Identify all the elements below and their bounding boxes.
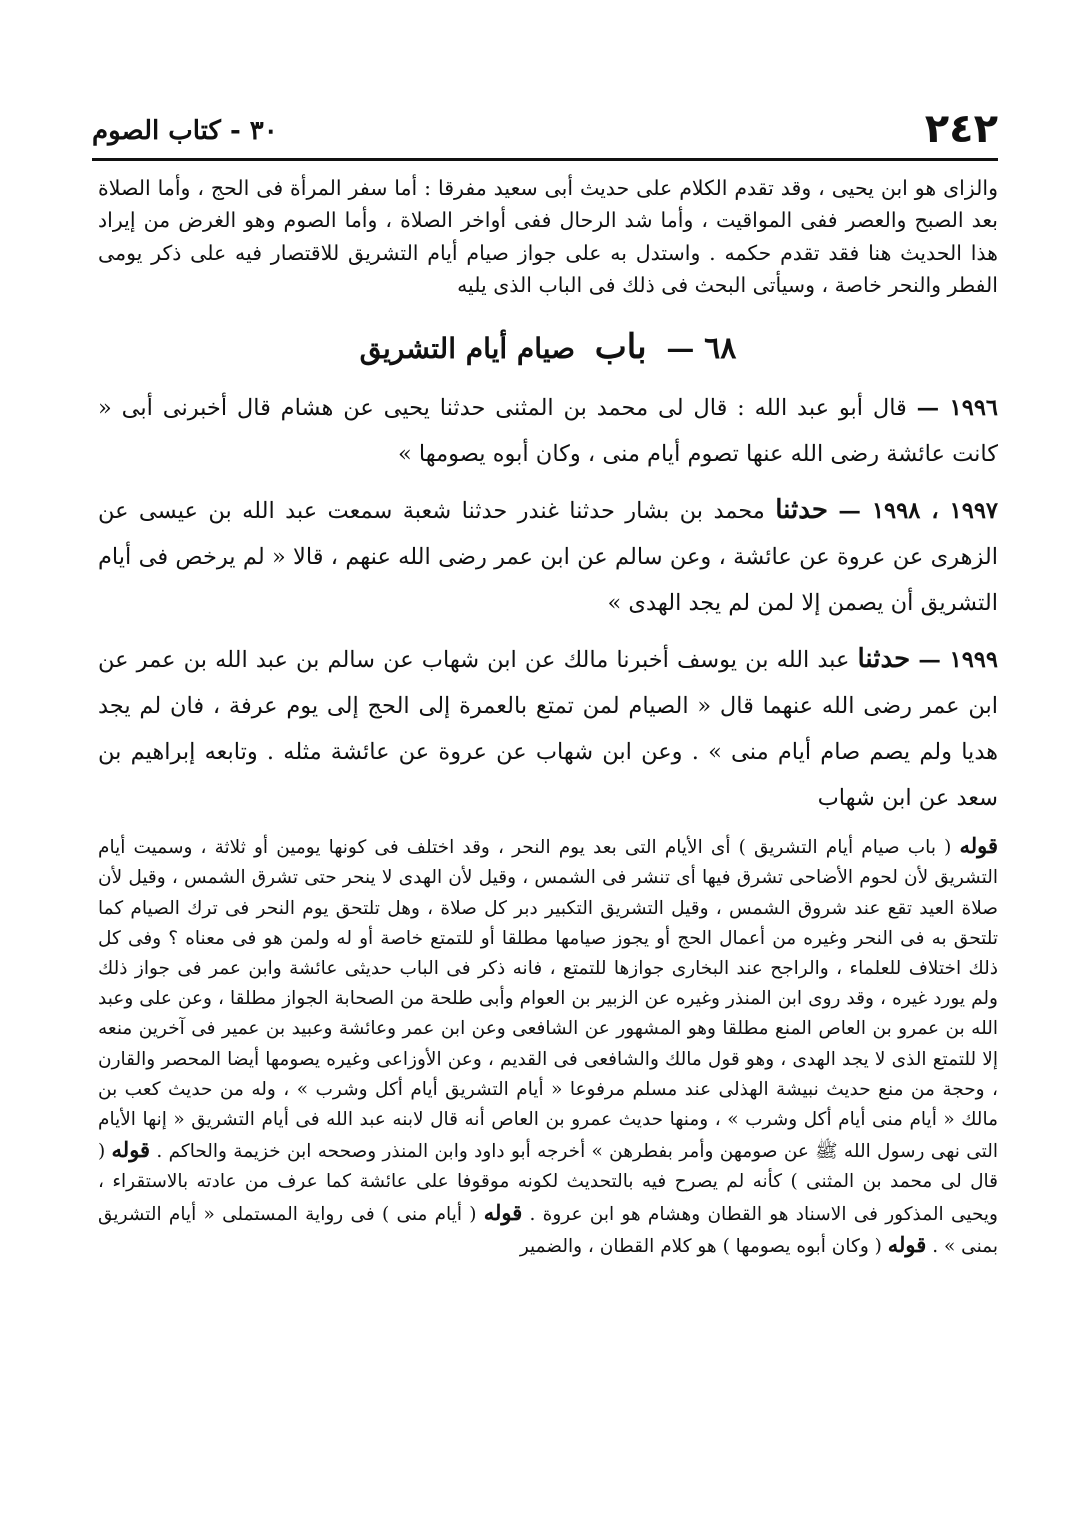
commentary-label: قوله — [111, 1137, 151, 1163]
chapter-number: ٦٨ — [704, 331, 737, 367]
hadith-1999 — [98, 636, 998, 821]
hadith-text: عبد الله بن يوسف أخبرنا مالك عن ابن شهاب عن سالم بن عبد الله بن عمر عن ابن عمر رضى الله عنهما قال « الصيام لمن تمتع بالعمرة إلى الحج إلى يوم عرفة ، فان لم يجد هديا ولم يصم صام أيام منى » . وعن ابن شهاب عن عروة عن عائشة مثله . وتابعه إبراهيم بن سعد عن ابن شهاب — [98, 647, 998, 812]
hadith-lead-word: حدثنا — [857, 644, 911, 675]
hadith-text: قال أبو عبد الله : قال لى محمد بن المثنى حدثنا يحيى عن هشام قال أخبرنى أبى « كانت عائشة رضى الله عنها تصوم أيام منى ، وكان أبوه يصومها » — [98, 395, 998, 468]
chapter-title: صيام أيام التشريق — [359, 332, 576, 366]
hadith-number: ١٩٩٧ ، ١٩٩٨ — — [838, 498, 999, 525]
commentary-label: قوله — [887, 1231, 927, 1257]
hadith-number: ١٩٩٦ — — [916, 395, 998, 422]
commentary-section — [98, 831, 998, 1262]
hadith-1996 — [98, 385, 998, 477]
hadith-lead-word: حدثنا — [775, 495, 828, 526]
commentary-text: ( أيام منى ) فى رواية المستملى « أيام التشريق بمنى » . — [98, 1203, 998, 1257]
header-divider — [92, 158, 998, 161]
page-number: ٢٤٢ — [924, 106, 998, 152]
intro-paragraph: والزاى هو ابن يحيى ، وقد تقدم الكلام على حديث أبى سعيد مفرقا : أما سفر المرأة فى الحج ، وأما الصلاة بعد الصبح والعصر ففى المواقيت ، وأما شد الرحال ففى أواخر الصلاة ، وأما الصوم وهو الغرض من إيراد هذا الحديث هنا فقد تقدم حكمه . واستدل به على جواز صيام أيام التشريق للاقتصار فيه على ذكر يومى الفطر والنحر خاصة ، وسيأتى البحث فى ذلك فى الباب الذى يليه — [98, 176, 998, 297]
hadith-text: محمد بن بشار حدثنا غندر حدثنا شعبة سمعت عبد الله بن عيسى عن الزهرى عن عروة عن عائشة ، وعن سالم عن ابن عمر رضى الله عنهم ، قالا « لم يرخص فى أيام التشريق أن يصمن إلا لمن لم يجد الهدى » — [98, 498, 998, 617]
commentary-paragraph — [98, 831, 998, 1262]
hadith-1997 — [98, 487, 998, 626]
chapter-label: باب — [594, 327, 647, 368]
page-header — [92, 104, 998, 156]
commentary-label: قوله — [483, 1199, 523, 1225]
running-title: ٣٠ - كتاب الصوم — [92, 116, 278, 146]
commentary-text: ( وكان أبوه يصومها ) هو كلام القطان ، والضمير — [519, 1235, 882, 1257]
commentary-label: قوله — [959, 833, 999, 859]
chapter-heading: ٦٨ — باب صيام أيام التشريق — [359, 327, 737, 368]
hadith-number: ١٩٩٩ — — [918, 647, 998, 674]
commentary-text: ( قال لى محمد بن المثنى ) كأنه لم يصرح فيه بالتحديث لكونه موقوفا على عائشة كما عرف من عادته بالاستقراء ، ويحيى المذكور فى الاسناد هو القطان وهشام هو ابن عروة . — [98, 1141, 998, 1225]
commentary-text: ( باب صيام أيام التشريق ) أى الأيام التى بعد يوم النحر ، وقد اختلف فى كونها يومين أو ثلاثة ، وسميت أيام التشريق لأن لحوم الأضاحى تشرق فيها أى تنشر فى الشمس ، وقيل لأن الهدى لا ينحر حتى تشرق الشمس ، وقيل لأن صلاة العيد تقع عند شروق الشمس ، وقيل التشريق التكبير دبر كل صلاة ، وهل تلتحق يوم النحر فى ترك الصيام كما تلتحق به فى النحر وغيره من أعمال الحج أو يجوز صيامها مطلقا أو للتمتع خاصة أو له ولمن هو فى معناه ؟ وفى كل ذلك اختلاف للعلماء ، والراجح عند البخارى جوازها للتمتع ، فانه ذكر فى الباب حديثى عائشة وابن عمر فى جواز ذلك ولم يورد غيره ، وقد روى ابن المنذر وغيره عن الزبير بن العوام وأبى طلحة من الصحابة الجواز مطلقا ، وعن على وعبد الله بن عمرو بن العاص المنع مطلقا وهو المشهور عن الشافعى وعن ابن عمر وعائشة وعبيد بن عمير فى آخرين منعه إلا للتمتع الذى لا يجد الهدى ، وهو قول مالك والشافعى فى القديم ، وعن الأوزاعى وغيره يصومها أيضا المحصر والقارن ، وحجة من منع حديث نبيشة الهذلى عند مسلم مرفوعا « أيام التشريق أيام أكل وشرب » ، وله من حديث كعب بن مالك « أيام منى أيام أكل وشرب » ، ومنها حديث عمرو بن العاص أنه قال لابنه عبد الله فى أيام التشريق « إنها الأيام التى نهى رسول الله ﷺ عن صومهن وأمر بفطرهن » أخرجه أبو داود وابن المنذر وصححه ابن خزيمة والحاكم . — [98, 837, 998, 1163]
page-body — [98, 172, 998, 1262]
